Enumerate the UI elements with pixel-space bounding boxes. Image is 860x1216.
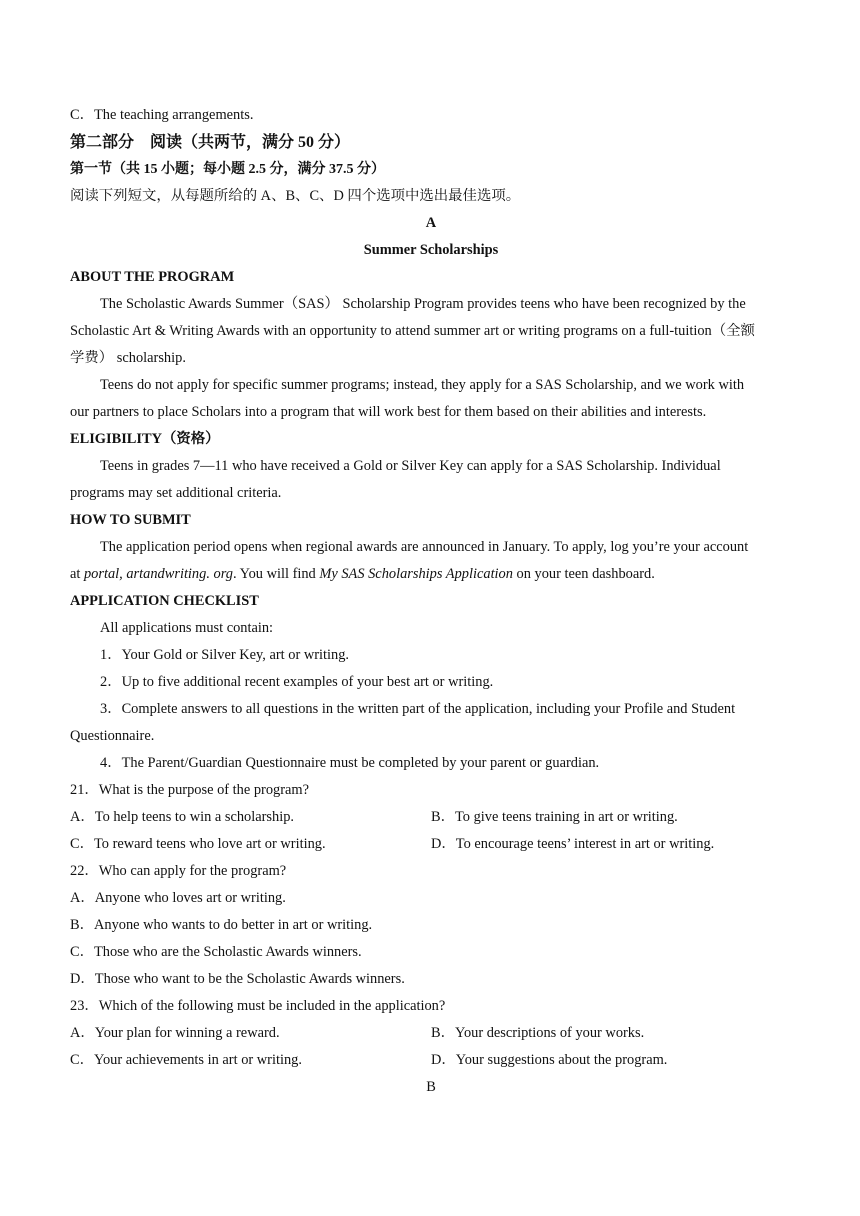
submit-text: The application period opens when regional awards are announced in January. To apply, log you’re your account [100, 539, 749, 555]
submit-text-post: on your teen dashboard. [512, 566, 655, 582]
checklist-item-3-cont: Questionnaire. [70, 728, 155, 744]
portal-link-text: portal, artandwriting. org [83, 566, 233, 582]
question-23-options-ab [70, 1020, 792, 1047]
question-23-option-c: C．Your achievements in art or writing. [70, 1052, 302, 1068]
checklist-item-3: 3．Complete answers to all questions in the written part of the application, including your Profile and Student [100, 701, 736, 717]
submit-heading: HOW TO SUBMIT [70, 512, 191, 528]
question-22-option-a: A．Anyone who loves art or writing. [70, 890, 286, 906]
question-21-option-c: C．To reward teens who love art or writing. [70, 836, 326, 852]
previous-question-option-c: C．The teaching arrangements. [70, 107, 254, 123]
submit-text-cont [70, 561, 792, 588]
eligibility-text-cont: programs may set additional criteria. [70, 485, 282, 501]
question-23-stem: 23．Which of the following must be included in the application? [70, 998, 446, 1014]
document-page [70, 102, 792, 1101]
checklist-intro: All applications must contain: [100, 620, 274, 636]
application-name: My SAS Scholarships Application [319, 566, 513, 582]
question-23-option-b: B．Your descriptions of your works. [431, 1025, 645, 1041]
submit-text-pre: at [70, 566, 84, 582]
passage-letter: A [425, 215, 437, 231]
passage-title: Summer Scholarships [363, 242, 499, 258]
question-23-option-a: A．Your plan for winning a reward. [70, 1025, 280, 1041]
question-22-option-c: C．Those who are the Scholastic Awards winners. [70, 944, 362, 960]
checklist-item-2: 2．Up to five additional recent examples of your best art or writing. [100, 674, 494, 690]
question-21-options-ab [70, 804, 792, 831]
about-paragraph-2-cont: our partners to place Scholars into a program that will work best for them based on their abilities and interests. [70, 404, 707, 420]
checklist-item-4: 4．The Parent/Guardian Questionnaire must be completed by your parent or guardian. [100, 755, 600, 771]
about-paragraph-1-end: 学费） scholarship. [70, 350, 186, 366]
question-21-options-cd [70, 831, 792, 858]
section-heading: 第一节（共 15 小题；每小题 2.5 分，满分 37.5 分） [70, 162, 385, 177]
instructions: 阅读下列短文，从每题所给的 A、B、C、D 四个选项中选出最佳选项。 [70, 188, 521, 204]
question-23-options-cd [70, 1047, 792, 1074]
about-paragraph-2: Teens do not apply for specific summer programs; instead, they apply for a SAS Scholarship, and we work with [100, 377, 745, 393]
checklist-item-1: 1．Your Gold or Silver Key, art or writing. [100, 647, 350, 663]
eligibility-heading: ELIGIBILITY（资格） [70, 431, 220, 447]
question-21-option-b: B．To give teens training in art or writing. [431, 809, 678, 825]
part-heading: 第二部分 阅读（共两节，满分 50 分） [70, 134, 351, 151]
next-passage-letter: B [426, 1079, 436, 1095]
about-heading: ABOUT THE PROGRAM [70, 269, 235, 285]
question-22-option-d: D．Those who want to be the Scholastic Awards winners. [70, 971, 405, 987]
question-22-option-b: B．Anyone who wants to do better in art or writing. [70, 917, 373, 933]
question-21-option-a: A．To help teens to win a scholarship. [70, 809, 295, 825]
question-23-option-d: D．Your suggestions about the program. [431, 1052, 668, 1068]
question-21-option-d: D．To encourage teens’ interest in art or writing. [431, 836, 715, 852]
submit-text-mid: . You will find [232, 566, 320, 582]
about-paragraph-1: The Scholastic Awards Summer（SAS） Scholarship Program provides teens who have been recognized by the [100, 296, 746, 312]
checklist-heading: APPLICATION CHECKLIST [70, 593, 259, 609]
about-paragraph-1-cont: Scholastic Art & Writing Awards with an opportunity to attend summer art or writing programs on a full-tuition（全额 [70, 323, 755, 339]
question-21-stem: 21．What is the purpose of the program? [70, 782, 309, 798]
eligibility-text: Teens in grades 7—11 who have received a Gold or Silver Key can apply for a SAS Scholarship. Individual [100, 458, 721, 474]
question-22-stem: 22．Who can apply for the program? [70, 863, 287, 879]
